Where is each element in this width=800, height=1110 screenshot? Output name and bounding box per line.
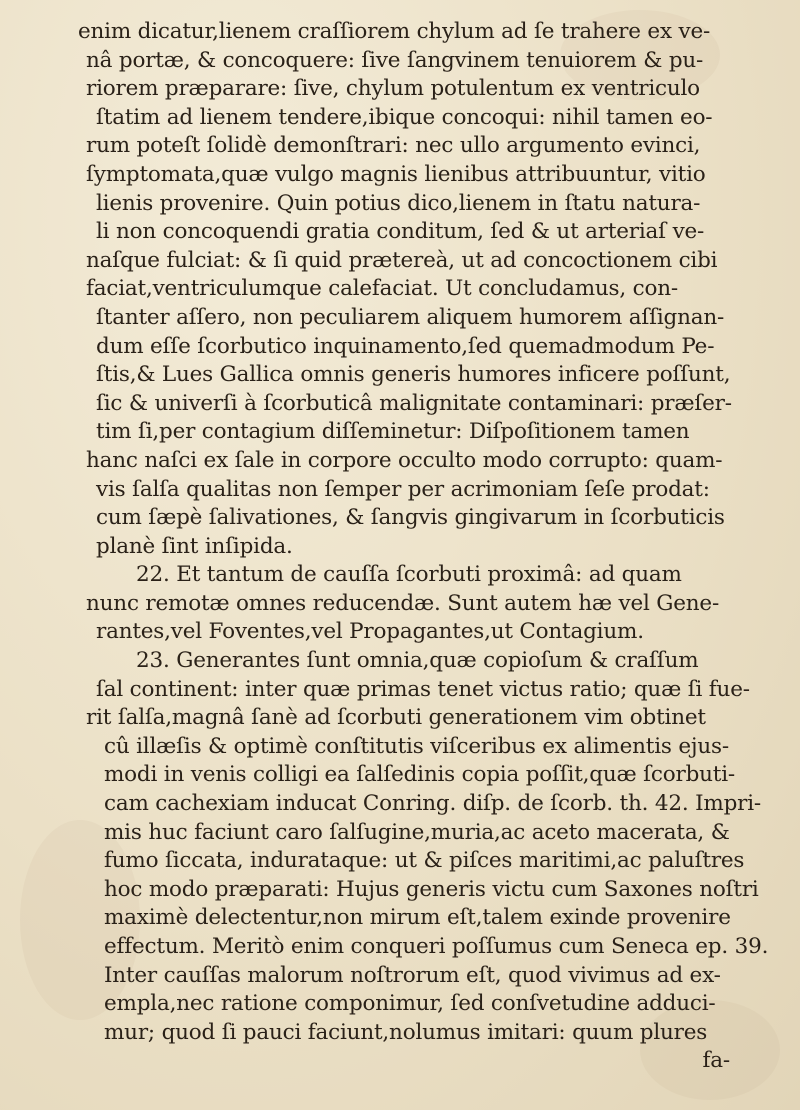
text-line: ſal continent: inter quæ primas tenet victus ratio; quæ ſi fue- — [96, 676, 750, 702]
text-line: rantes,vel Foventes,vel Propagantes,ut Contagium. — [96, 619, 644, 645]
text-line: vis ſalſa qualitas non ſemper per acrimoniam ſeſe prodat: — [96, 476, 710, 502]
text-line: riorem præparare: ſive, chylum potulentum ex ventriculo — [86, 76, 700, 102]
text-line: fumo ſiccata, indurataque: ut & piſces maritimi,ac paluſtres — [104, 848, 745, 874]
text-line: ſtanter aſſero, non peculiarem aliquem humorem aſſignan- — [96, 304, 725, 330]
text-line: modi in venis colligi ea ſalſedinis copia poſſit,quæ ſcorbuti- — [104, 762, 735, 788]
text-line: rum poteſt ſolidè demonſtrari: nec ullo argumento evinci, — [86, 133, 701, 159]
text-line: planè ſint inſipida. — [96, 533, 293, 559]
text-line: cum ſæpè ſalivationes, & ſangvis gingivarum in ſcorbuticis — [96, 505, 725, 531]
text-line: nunc remotæ omnes reducendæ. Sunt autem hæ vel Gene- — [86, 590, 720, 616]
text-line: nâ portæ, & concoquere: ſive ſangvinem tenuiorem & pu- — [86, 47, 704, 73]
text-line: ſtatim ad lienem tendere,ibique concoqui: nihil tamen eo- — [96, 104, 713, 130]
text-line: hanc naſci ex ſale in corpore occulto modo corrupto: quam- — [86, 447, 723, 473]
text-line: lienis provenire. Quin potius dico,lienem in ſtatu natura- — [96, 190, 701, 216]
text-line: ſymptomata,quæ vulgo magnis lienibus attribuuntur, vitio — [86, 161, 706, 187]
text-line: ſic & univerſi à ſcorbuticâ malignitate contaminari: præſer- — [96, 390, 732, 416]
text-line: mur; quod ſi pauci faciunt,nolumus imitari: quum plures — [104, 1019, 708, 1045]
text-line: maximè delectentur,non mirum eſt,talem exinde provenire — [104, 905, 731, 931]
body-text — [78, 18, 778, 1076]
text-line: cû illæſis & optimè conſtitutis viſceribus ex alimentis ejus- — [104, 733, 729, 759]
text-line: Inter cauſſas malorum noſtrorum eſt, quod vivimus ad ex- — [104, 962, 721, 988]
text-line: li non concoquendi gratia conditum, ſed & ut arteriaſ ve- — [96, 219, 705, 245]
text-line: naſque fulciat: & ſi quid prætereà, ut ad concoctionem cibi — [86, 247, 718, 273]
catchword: fa- — [702, 1048, 730, 1074]
text-line: mis huc faciunt caro ſalſugine,muria,ac aceto macerata, & — [104, 819, 730, 845]
text-line: dum eſſe ſcorbutico inquinamento,ſed quemadmodum Pe- — [96, 333, 715, 359]
paragraph-22-start: 22. Et tantum de cauſſa ſcorbuti proximâ: ad quam — [136, 562, 682, 588]
text-line: hoc modo præparati: Hujus generis victu cum Saxones noſtri — [104, 876, 759, 902]
text-line: enim dicatur,lienem craſſiorem chylum ad ſe trahere ex ve- — [78, 19, 711, 44]
text-line: faciat,ventriculumque calefaciat. Ut concludamus, con- — [86, 276, 678, 302]
text-line: tim ſi,per contagium diſſeminetur: Diſpoſitionem tamen — [96, 419, 690, 445]
text-line: empla,nec ratione componimur, ſed conſvetudine adduci- — [104, 991, 716, 1017]
paragraph-23-start: 23. Generantes ſunt omnia,quæ copioſum & craſſum — [136, 648, 699, 674]
text-line: cam cachexiam inducat Conring. diſp. de ſcorb. th. 42. Impri- — [104, 791, 761, 817]
text-line: rit ſalſa,magnâ ſanè ad ſcorbuti generationem vim obtinet — [86, 705, 706, 731]
text-line: effectum. Meritò enim conqueri poſſumus cum Seneca ep. 39. — [104, 934, 769, 959]
text-line: ſtis,& Lues Gallica omnis generis humores inficere poſſunt, — [96, 362, 731, 388]
